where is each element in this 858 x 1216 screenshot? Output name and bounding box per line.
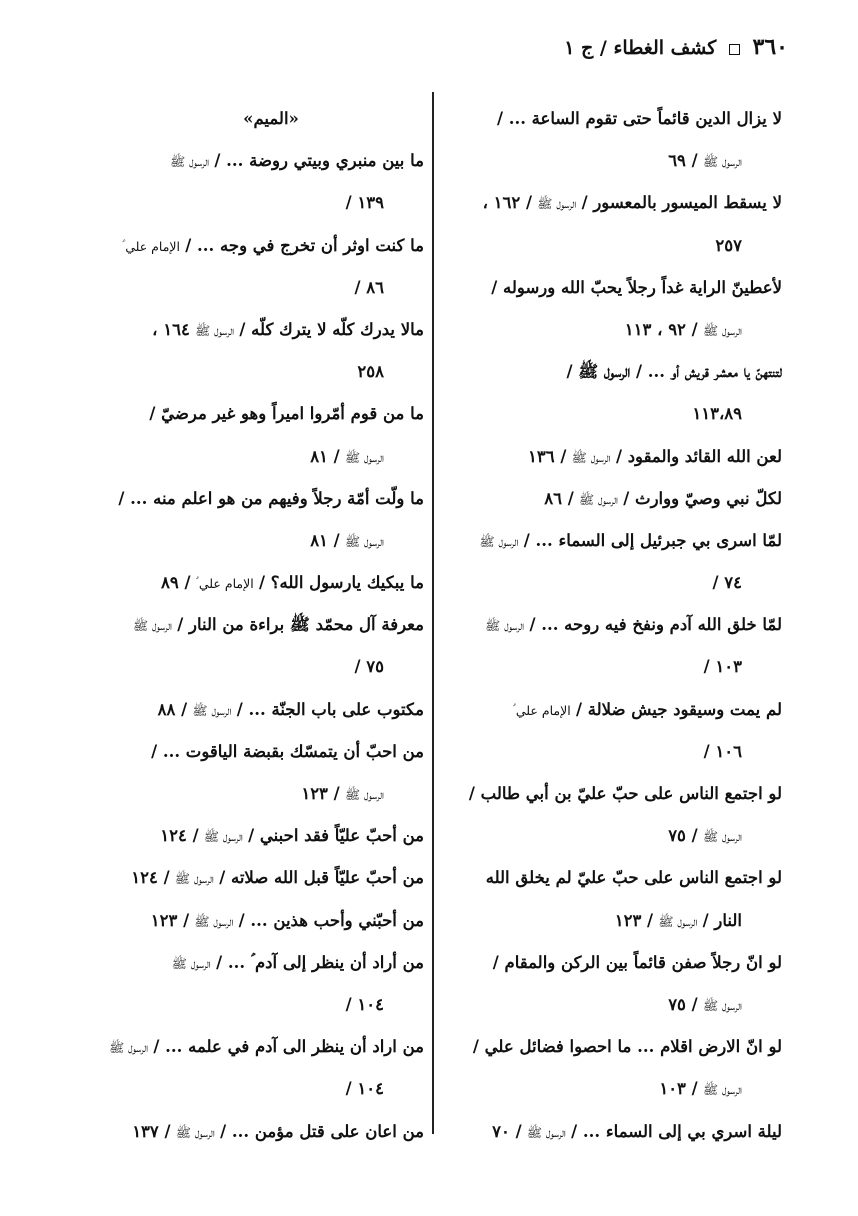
source-label: الرسول ﷺ <box>170 154 210 170</box>
page-ref: ١١٣،٨٩ <box>692 404 742 424</box>
source-label: الرسول ﷺ <box>485 618 525 634</box>
index-line <box>78 225 424 267</box>
entry-text: لو اجتمع الناس على حبّ عليّ لم يخلق الله <box>485 868 782 888</box>
source-label: الرسول ﷺ <box>571 449 611 465</box>
entry-text: ما ولّت أمّة رجلاً وفيهم من هو اعلم منه ... / <box>118 488 424 508</box>
entry-text: من اراد أن ينظر الى آدم في علمه ... / <box>153 1037 424 1057</box>
index-line <box>78 478 424 520</box>
source-label: الإمام علي ؑ <box>512 702 571 718</box>
entry-text: ما من قوم أمّروا اميراً وهو غير مرضيّ / <box>149 404 424 424</box>
page-ref: / ١٣٧ <box>132 1121 171 1141</box>
entry-text: لم يمت وسيقود جيش ضلالة / <box>575 699 782 719</box>
index-line <box>442 182 782 224</box>
entry-text: مكتوب على باب الجنّة ... / <box>236 699 424 719</box>
entry-text: لتنتهنّ يا معشر قريش أو ... / الرسول ﷺ / <box>566 362 782 382</box>
entry-text: لمّا اسرى بي جبرئيل إلى السماء ... / <box>523 530 782 550</box>
page-ref: / ١٢٣ <box>614 910 654 930</box>
source-label: الرسول ﷺ <box>132 618 172 634</box>
index-line <box>442 562 782 604</box>
index-line <box>442 646 782 688</box>
index-line <box>442 478 782 520</box>
source-label: الرسول ﷺ <box>537 196 577 212</box>
entry-text: من أحبّ عليّاً فقد احبني / <box>248 826 424 846</box>
index-line <box>78 562 424 604</box>
source-label: الرسول ﷺ <box>194 913 234 929</box>
page-ref: / ٦٩ <box>668 151 698 171</box>
index-line <box>442 1068 782 1110</box>
entry-text: لكلّ نبي وصيّ ووارث / <box>623 488 782 508</box>
index-line <box>78 815 424 857</box>
entry-text: من أحبّ عليّاً قبل الله صلاته / <box>219 868 424 888</box>
index-line <box>78 140 424 182</box>
source-label: الرسول ﷺ <box>174 871 214 887</box>
page-ref: / ١٢٣ <box>150 910 190 930</box>
index-line <box>442 773 782 815</box>
entry-text: لأعطينّ الراية غداً رجلاً يحبّ الله ورسوله / <box>491 277 782 297</box>
section-heading <box>78 98 424 140</box>
entry-text: من أراد أن ينظر إلى آدم ؑ ... / <box>216 952 424 972</box>
page-ref: / ٧٥ <box>668 826 698 846</box>
page-header <box>564 34 788 60</box>
index-line <box>442 1026 782 1068</box>
entry-text: النار / <box>702 910 742 930</box>
page-ref: ٢٥٧ <box>715 235 742 255</box>
entry-text: من أحبّني وأحب هذين ... / <box>238 910 424 930</box>
entry-text: ما يبكيك يارسول الله؟ / <box>258 573 424 593</box>
index-line <box>78 520 424 562</box>
index-line <box>78 731 424 773</box>
index-line <box>78 309 424 351</box>
page-ref: / ٩٢ ، ١١٣ <box>624 319 698 339</box>
source-label: الرسول ﷺ <box>171 955 211 971</box>
running-title: كشف الغطاء / ج ١ <box>564 37 717 59</box>
page-ref: ١٠٣ / <box>703 657 742 677</box>
index-line <box>442 900 782 942</box>
page-ref: ٢٥٨ <box>357 362 384 382</box>
index-line <box>78 900 424 942</box>
index-line <box>442 140 782 182</box>
entry-text: لعن الله القائد والمقود / <box>615 446 782 466</box>
source-label: الرسول ﷺ <box>658 913 698 929</box>
index-line <box>78 646 424 688</box>
page-ref: / ١٦٢ ، <box>482 193 533 213</box>
source-label: الرسول ﷺ <box>109 1040 149 1056</box>
index-line <box>442 309 782 351</box>
page-ref: / ٨٨ <box>157 699 188 719</box>
index-line <box>78 267 424 309</box>
source-label: الرسول ﷺ <box>175 1124 215 1140</box>
index-line <box>78 689 424 731</box>
source-label: الرسول ﷺ <box>702 997 742 1013</box>
page-ref: ٧٤ / <box>712 573 742 593</box>
page-ref: / ٧٥ <box>668 994 698 1014</box>
entry-text: لا يزال الدين قائماً حتى تقوم الساعة ... / <box>496 109 782 128</box>
page-ref: ١٣٩ / <box>345 193 384 213</box>
source-label: الرسول ﷺ <box>479 533 519 549</box>
entry-text: ما كنت اوثر أن تخرج في وجه ... / <box>185 235 424 255</box>
column-divider <box>432 92 434 1134</box>
entry-text: لو اجتمع الناس على حبّ عليّ بن أبي طالب / <box>468 784 782 803</box>
page-ref: ١٠٤ / <box>345 1079 384 1099</box>
index-line <box>442 225 782 267</box>
entry-text: لو انّ الارض اقلام ... ما احصوا فضائل علي / <box>472 1037 782 1057</box>
page-number: ٣٦٠ <box>752 34 788 60</box>
page-ref: ٨٦ / <box>354 277 384 297</box>
index-line <box>442 942 782 984</box>
source-label: الرسول ﷺ <box>702 322 742 338</box>
index-line <box>78 857 424 899</box>
page-ref: / ١٢٣ <box>301 784 340 803</box>
source-label: الرسول ﷺ <box>702 154 742 170</box>
entry-text: لمّا خلق الله آدم ونفخ فيه روحه ... / <box>529 615 782 635</box>
source-label: الرسول ﷺ <box>702 829 742 845</box>
entry-text: ما بين منبري وبيتي روضة ... / <box>214 151 424 171</box>
source-label: الرسول ﷺ <box>702 1082 742 1098</box>
entry-text: «الميم» <box>243 109 299 128</box>
index-line <box>78 1026 424 1068</box>
index-line <box>78 1111 424 1153</box>
source-label: الإمام علي ؑ <box>122 238 181 254</box>
index-column-left <box>78 98 424 1153</box>
index-line <box>78 1068 424 1110</box>
square-bullet-icon <box>729 44 740 55</box>
index-line <box>442 393 782 435</box>
page-ref: / ٨٦ <box>544 488 574 508</box>
source-label: الرسول ﷺ <box>344 449 384 465</box>
source-label: الرسول ﷺ <box>203 829 243 845</box>
index-line <box>442 1111 782 1153</box>
entry-text: ليلة اسري بي إلى السماء ... / <box>571 1121 782 1141</box>
index-line <box>78 393 424 435</box>
entry-text: لو انّ رجلاً صفن قائماً بين الركن والمقام / <box>492 952 782 972</box>
page-ref: ١٠٤ / <box>345 994 384 1014</box>
entry-text: من اعان على قتل مؤمن ... / <box>220 1121 424 1141</box>
index-line <box>442 984 782 1026</box>
source-label: الرسول ﷺ <box>344 533 384 549</box>
entry-text: من احبّ أن يتمسّك بقبضة الياقوت ... / <box>151 741 424 761</box>
index-line <box>442 436 782 478</box>
source-label: الرسول ﷺ <box>578 491 619 507</box>
entry-text: مالا يدرك كلّه لا يترك كلّه / <box>239 319 424 339</box>
index-line <box>78 984 424 1026</box>
page-ref: / ٨١ <box>310 530 340 550</box>
index-line <box>442 520 782 562</box>
page-ref: ٧٥ / <box>354 657 384 677</box>
page-ref: ١٠٦ / <box>703 741 742 761</box>
source-label: الرسول ﷺ <box>344 787 384 802</box>
page-ref: / ١٣٦ <box>528 446 567 466</box>
source-label: الرسول ﷺ <box>195 322 235 338</box>
entry-text: لا يسقط الميسور بالمعسور / <box>581 193 782 213</box>
index-line <box>442 267 782 309</box>
index-line <box>442 689 782 731</box>
index-line <box>442 351 782 393</box>
page-ref: / ١٢٤ <box>160 826 199 846</box>
index-line <box>78 773 424 815</box>
page-ref: / ١٢٤ <box>131 868 170 888</box>
page-ref: / ٨١ <box>310 446 340 466</box>
source-label: الرسول ﷺ <box>526 1124 566 1140</box>
index-line <box>442 98 782 140</box>
index-line <box>78 351 424 393</box>
page-ref: ١٦٤ ، <box>152 319 190 339</box>
index-line <box>442 815 782 857</box>
source-label: الإمام علي ؑ <box>195 576 254 592</box>
page-ref: / ١٠٣ <box>659 1079 698 1099</box>
index-line <box>442 604 782 646</box>
index-column-right <box>442 98 782 1153</box>
page-ref: / ٨٩ <box>160 573 191 593</box>
index-line <box>78 604 424 646</box>
page-ref: / ٧٠ <box>492 1121 522 1141</box>
source-label: الرسول ﷺ <box>192 702 232 718</box>
index-line <box>78 942 424 984</box>
index-line <box>78 182 424 224</box>
entry-text: معرفة آل محمّد ﷺ براءة من النار / <box>177 615 424 635</box>
index-line <box>442 857 782 899</box>
index-line <box>442 731 782 773</box>
index-line <box>78 436 424 478</box>
